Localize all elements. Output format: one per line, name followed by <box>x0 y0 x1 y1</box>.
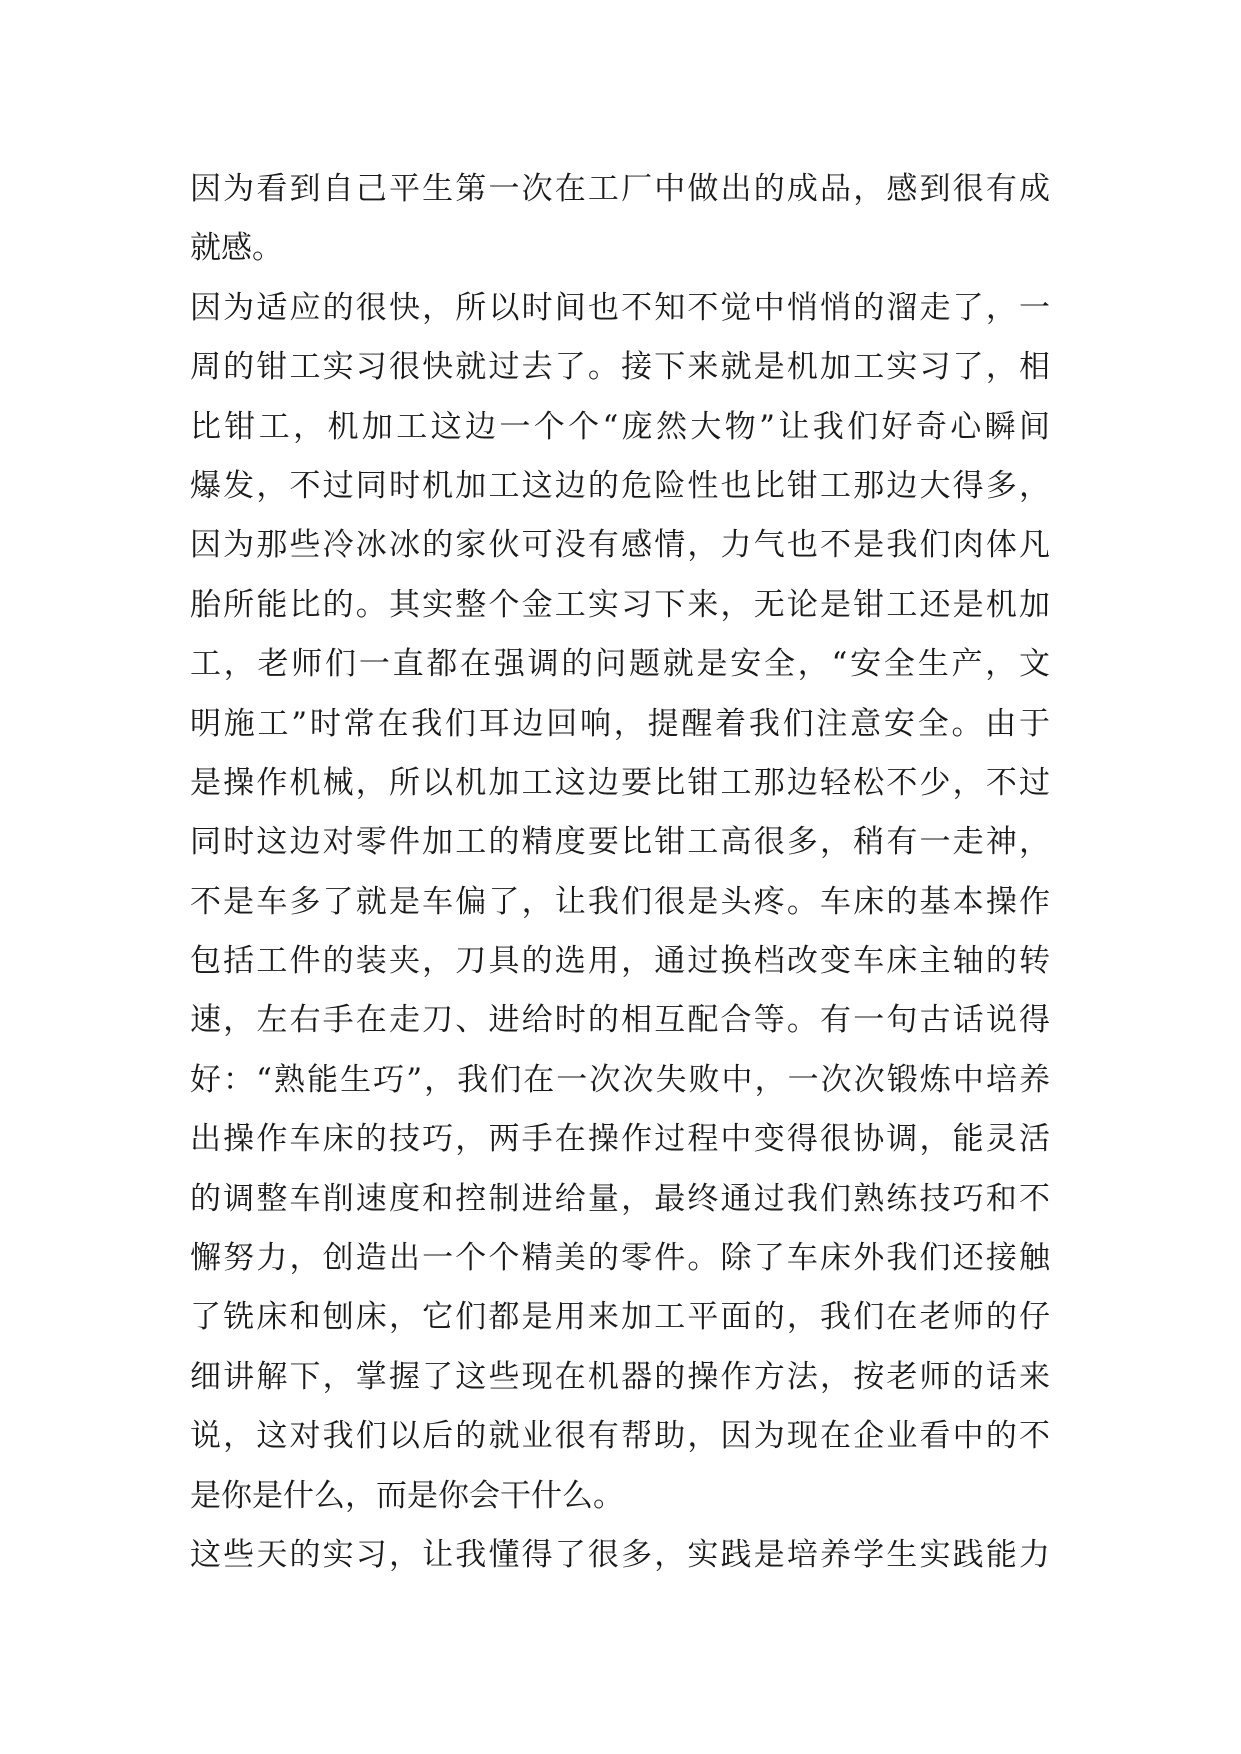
text-line: 了铣床和刨床，它们都是用来加工平面的，我们在老师的仔 <box>190 1299 1050 1336</box>
text-line: 明施工”时常在我们耳边回响，提醒着我们注意安全。由于 <box>190 705 1050 742</box>
text-line: 因为看到自己平生第一次在工厂中做出的成品，感到很有成 <box>190 171 1050 207</box>
text-line: 细讲解下，掌握了这些现在机器的操作方法，按老师的话来 <box>190 1358 1050 1395</box>
text-line: 同时这边对零件加工的精度要比钳工高很多，稍有一走神， <box>190 824 1050 861</box>
text-line: 包括工件的装夹，刀具的选用，通过换档改变车床主轴的转 <box>190 943 1050 980</box>
text-line: 懈努力，创造出一个个精美的零件。除了车床外我们还接触 <box>190 1240 1050 1277</box>
text-line: 工，老师们一直都在强调的问题就是安全，“安全生产，文 <box>190 646 1050 683</box>
text-line: 爆发，不过同时机加工这边的危险性也比钳工那边大得多， <box>190 467 1050 504</box>
text-line: 是你是什么，而是你会干什么。 <box>190 1477 624 1514</box>
text-line: 好：“熟能生巧”，我们在一次次失败中，一次次锻炼中培养 <box>190 1061 1050 1098</box>
text-line: 就感。 <box>190 230 283 267</box>
text-line: 速，左右手在走刀、进给时的相互配合等。有一句古话说得 <box>190 1002 1050 1039</box>
body-text <box>190 160 1050 1585</box>
text-line: 出操作车床的技巧，两手在操作过程中变得很协调，能灵活 <box>190 1121 1050 1158</box>
text-line: 周的钳工实习很快就过去了。接下来就是机加工实习了，相 <box>190 349 1050 386</box>
text-line: 因为那些冷冰冰的家伙可没有感情，力气也不是我们肉体凡 <box>190 527 1050 564</box>
text-line: 比钳工，机加工这边一个个“庞然大物”让我们好奇心瞬间 <box>190 408 1050 445</box>
text-line: 的调整车削速度和控制进给量，最终通过我们熟练技巧和不 <box>190 1180 1050 1217</box>
text-line: 胎所能比的。其实整个金工实习下来，无论是钳工还是机加 <box>190 586 1050 623</box>
text-line: 不是车多了就是车偏了，让我们很是头疼。车床的基本操作 <box>190 883 1050 920</box>
text-line: 是操作机械，所以机加工这边要比钳工那边轻松不少，不过 <box>190 764 1050 801</box>
text-line: 这些天的实习，让我懂得了很多，实践是培养学生实践能力 <box>190 1536 1050 1573</box>
text-line: 因为适应的很快，所以时间也不知不觉中悄悄的溜走了，一 <box>190 289 1050 326</box>
text-line: 说，这对我们以后的就业很有帮助，因为现在企业看中的不 <box>190 1418 1050 1455</box>
